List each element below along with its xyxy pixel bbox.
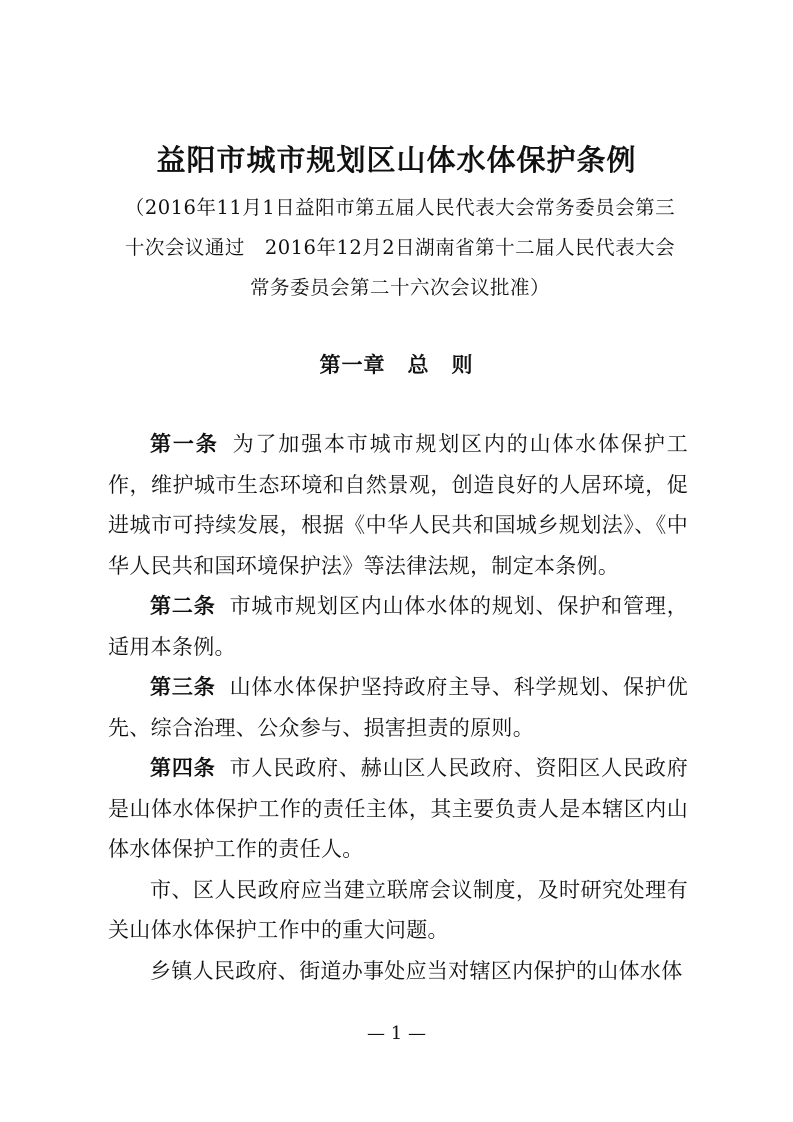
- subtitle-line-3: 常务委员会第二十六次会议批准）: [249, 276, 550, 299]
- document-body: [108, 424, 688, 991]
- article-number: 第二条: [150, 594, 216, 618]
- article-text: 为了加强本市城市规划区内的山体水体保护工作，维护城市生态环境和自然景观，创造良好的人居环境，促进城市可持续发展，根据《中华人民共和国城乡规划法》、《中华人民共和国环境保护法》等法律法规，制定本条例。: [108, 432, 689, 578]
- page-number: — 1 —: [367, 1023, 426, 1044]
- article-number: 第一条: [150, 432, 219, 456]
- subtitle-line-2: 十次会议通过 2016年12月2日湖南省第十二届人民代表大会: [124, 236, 676, 259]
- body-paragraph: [108, 951, 688, 992]
- article-number: 第三条: [150, 675, 216, 699]
- article-text: 山体水体保护坚持政府主导、科学规划、保护优先、综合治理、公众参与、损害担责的原则。: [108, 675, 688, 740]
- article-paragraph: [108, 667, 688, 748]
- subtitle-line-1: （2016年11月1日益阳市第五届人民代表大会常务委员会第三: [124, 196, 676, 219]
- chapter-heading: [0, 345, 793, 385]
- chapter-number: 第一章: [319, 353, 386, 377]
- article-number: 第四条: [150, 756, 216, 780]
- article-paragraph: [108, 748, 688, 870]
- article-text: 市城市规划区内山体水体的规划、保护和管理，适用本条例。: [108, 594, 688, 659]
- document-subtitle: [110, 188, 690, 308]
- chapter-name: 总 则: [407, 353, 474, 377]
- paragraph-text: 市、区人民政府应当建立联席会议制度，及时研究处理有关山体水体保护工作中的重大问题。: [108, 877, 688, 942]
- paragraph-text: 乡镇人民政府、街道办事处应当对辖区内保护的山体水体: [150, 958, 683, 983]
- article-paragraph: [108, 586, 688, 667]
- article-paragraph: [108, 424, 688, 586]
- document-title: 益阳市城市规划区山体水体保护条例: [156, 143, 637, 177]
- body-paragraph: [108, 870, 688, 951]
- article-text: 市人民政府、赫山区人民政府、资阳区人民政府是山体水体保护工作的责任主体，其主要负责人是本辖区内山体水体保护工作的责任人。: [108, 756, 688, 861]
